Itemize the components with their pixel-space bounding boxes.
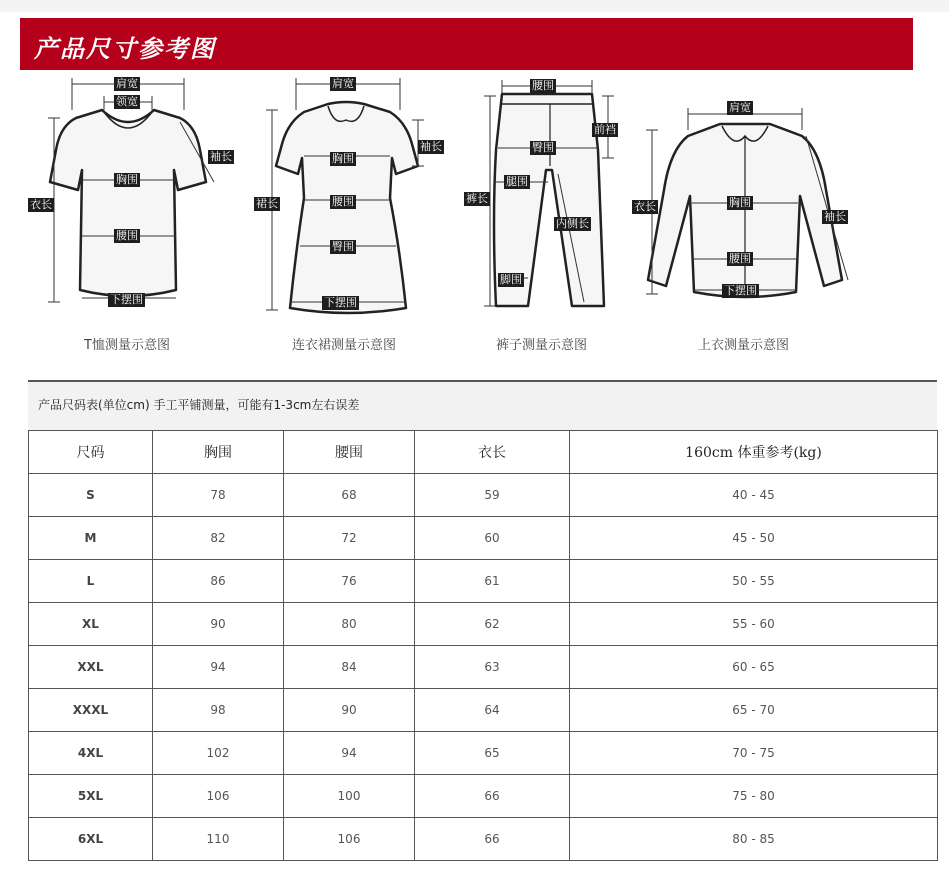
cell-length: 60	[415, 517, 570, 560]
cell-waist: 100	[284, 775, 415, 818]
cell-waist: 106	[284, 818, 415, 861]
cell-size: XXXL	[29, 689, 153, 732]
size-table-note-bar	[28, 382, 937, 430]
table-row	[29, 775, 938, 818]
header-length: 衣长	[415, 431, 570, 474]
cell-weight: 70 - 75	[570, 732, 938, 775]
table-row	[29, 517, 938, 560]
dress-diagram	[250, 70, 460, 360]
table-row	[29, 603, 938, 646]
dress-label-hem: 下摆围	[324, 296, 357, 309]
cell-chest: 94	[153, 646, 284, 689]
jacket-label-waist: 腰围	[729, 252, 751, 265]
jacket-label-chest: 胸围	[729, 196, 751, 209]
header-waist: 腰围	[284, 431, 415, 474]
cell-size: 4XL	[29, 732, 153, 775]
cell-length: 65	[415, 732, 570, 775]
pants-label-inseam: 内侧长	[556, 217, 589, 230]
pants-label-hip: 臀围	[532, 141, 554, 154]
dress-label-hip: 臀围	[332, 240, 354, 253]
cell-waist: 94	[284, 732, 415, 775]
measurement-diagrams	[0, 70, 949, 370]
pants-label-foot: 脚围	[500, 273, 522, 286]
tshirt-label-collar: 领宽	[116, 95, 138, 108]
tshirt-label-waist: 腰围	[116, 229, 138, 242]
table-row	[29, 560, 938, 603]
cell-chest: 102	[153, 732, 284, 775]
tshirt-diagram	[20, 70, 240, 360]
table-row	[29, 474, 938, 517]
banner	[20, 18, 913, 70]
dress-label-chest: 胸围	[332, 152, 354, 165]
pants-label-thigh: 腿围	[506, 175, 528, 188]
cell-length: 64	[415, 689, 570, 732]
table-row	[29, 646, 938, 689]
cell-waist: 80	[284, 603, 415, 646]
cell-waist: 90	[284, 689, 415, 732]
cell-weight: 45 - 50	[570, 517, 938, 560]
cell-chest: 90	[153, 603, 284, 646]
pants-diagram	[462, 70, 632, 360]
dress-label-length: 裙长	[256, 197, 278, 210]
jacket-label-shoulder: 肩宽	[729, 101, 751, 114]
table-row	[29, 689, 938, 732]
tshirt-caption: T恤测量示意图	[84, 338, 170, 353]
jacket-label-hem: 下摆围	[724, 284, 757, 297]
table-row	[29, 732, 938, 775]
cell-size: S	[29, 474, 153, 517]
cell-waist: 68	[284, 474, 415, 517]
cell-waist: 72	[284, 517, 415, 560]
dress-label-sleeve: 袖长	[420, 140, 442, 153]
jacket-label-sleeve: 袖长	[824, 210, 846, 223]
cell-length: 59	[415, 474, 570, 517]
cell-size: XXL	[29, 646, 153, 689]
header-weight: 160cm 体重参考(kg)	[570, 431, 938, 474]
cell-waist: 76	[284, 560, 415, 603]
header-chest: 胸围	[153, 431, 284, 474]
cell-length: 62	[415, 603, 570, 646]
cell-weight: 55 - 60	[570, 603, 938, 646]
size-table	[28, 430, 938, 861]
cell-size: 5XL	[29, 775, 153, 818]
jacket-caption: 上衣测量示意图	[698, 338, 790, 353]
pants-label-length: 裤长	[466, 192, 488, 205]
size-table-note: 产品尺码表(单位cm) 手工平铺测量，可能有1-3cm左右误差	[38, 398, 360, 412]
tshirt-label-chest: 胸围	[116, 173, 138, 186]
dress-caption: 连衣裙测量示意图	[292, 338, 397, 353]
pants-illustration	[462, 70, 632, 360]
cell-length: 63	[415, 646, 570, 689]
cell-chest: 78	[153, 474, 284, 517]
pants-label-rise: 前裆	[594, 123, 616, 136]
cell-weight: 60 - 65	[570, 646, 938, 689]
cell-chest: 106	[153, 775, 284, 818]
cell-length: 61	[415, 560, 570, 603]
tshirt-label-sleeve: 袖长	[210, 150, 232, 163]
jacket-label-length: 衣长	[634, 200, 656, 213]
cell-size: XL	[29, 603, 153, 646]
pants-label-waist: 腰围	[532, 79, 554, 92]
cell-chest: 110	[153, 818, 284, 861]
tshirt-label-shoulder: 肩宽	[116, 77, 138, 90]
cell-size: L	[29, 560, 153, 603]
dress-illustration	[250, 70, 460, 360]
cell-size: M	[29, 517, 153, 560]
tshirt-label-length: 衣长	[30, 198, 52, 211]
pants-caption: 裤子测量示意图	[496, 338, 588, 353]
cell-weight: 65 - 70	[570, 689, 938, 732]
banner-title: 产品尺寸参考图	[34, 34, 216, 63]
top-band	[0, 0, 949, 12]
cell-length: 66	[415, 775, 570, 818]
tshirt-illustration	[20, 70, 240, 360]
cell-weight: 75 - 80	[570, 775, 938, 818]
cell-weight: 40 - 45	[570, 474, 938, 517]
cell-waist: 84	[284, 646, 415, 689]
cell-chest: 86	[153, 560, 284, 603]
jacket-diagram	[630, 70, 860, 360]
header-size: 尺码	[29, 431, 153, 474]
cell-chest: 82	[153, 517, 284, 560]
cell-size: 6XL	[29, 818, 153, 861]
cell-weight: 80 - 85	[570, 818, 938, 861]
cell-length: 66	[415, 818, 570, 861]
table-row	[29, 818, 938, 861]
cell-chest: 98	[153, 689, 284, 732]
cell-weight: 50 - 55	[570, 560, 938, 603]
dress-label-waist: 腰围	[332, 195, 354, 208]
tshirt-label-hem: 下摆围	[110, 293, 143, 306]
size-table-header-row	[29, 431, 938, 474]
dress-label-shoulder: 肩宽	[332, 77, 354, 90]
